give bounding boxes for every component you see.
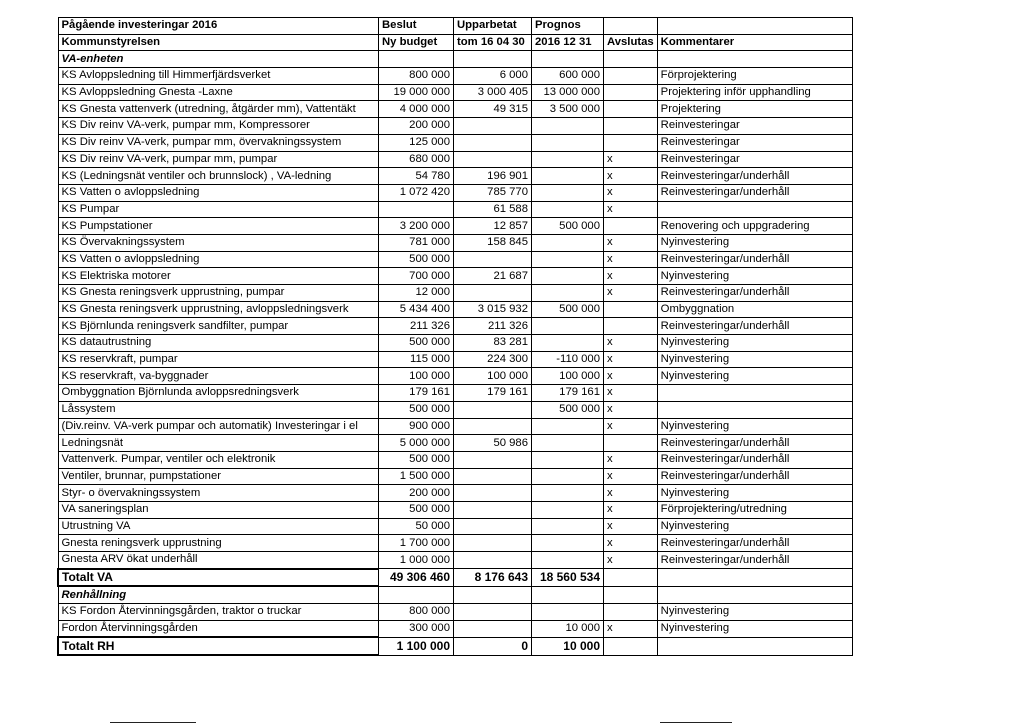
cell-prognos — [532, 451, 604, 468]
cell-name: KS Div reinv VA-verk, pumpar mm, övervakningssystem — [58, 134, 379, 151]
cell-name: Pågående investeringar 2016 — [58, 18, 379, 35]
footer-line — [660, 722, 732, 723]
cell-beslut: 200 000 — [379, 118, 454, 135]
cell-upparbetat: 100 000 — [454, 368, 532, 385]
cell-name: KS Div reinv VA-verk, pumpar mm, pumpar — [58, 151, 379, 168]
cell-beslut: 300 000 — [379, 620, 454, 637]
table-row — [58, 151, 852, 168]
cell-beslut: 500 000 — [379, 251, 454, 268]
cell-kommentar: Reinvesteringar/underhåll — [657, 435, 852, 452]
cell-beslut: 49 306 460 — [379, 569, 454, 587]
cell-avslutas: x — [604, 201, 658, 218]
cell-upparbetat — [454, 451, 532, 468]
cell-name: Gnesta ARV ökat underhåll — [58, 552, 379, 569]
cell-avslutas — [604, 51, 658, 68]
cell-prognos: 179 161 — [532, 385, 604, 402]
header-row2 — [58, 34, 852, 51]
cell-avslutas: x — [604, 468, 658, 485]
cell-upparbetat: 785 770 — [454, 184, 532, 201]
cell-name: KS reservkraft, pumpar — [58, 351, 379, 368]
total-row — [58, 569, 852, 587]
cell-name: KS reservkraft, va-byggnader — [58, 368, 379, 385]
cell-name: Totalt RH — [58, 637, 379, 655]
table-row — [58, 552, 852, 569]
cell-avslutas: x — [604, 268, 658, 285]
total-row — [58, 637, 852, 655]
cell-kommentar: Nyinvestering — [657, 335, 852, 352]
cell-beslut: 500 000 — [379, 501, 454, 518]
cell-kommentar — [657, 18, 852, 35]
cell-upparbetat: 179 161 — [454, 385, 532, 402]
cell-avslutas: x — [604, 335, 658, 352]
cell-upparbetat: 196 901 — [454, 168, 532, 185]
cell-beslut: 1 072 420 — [379, 184, 454, 201]
cell-avslutas: x — [604, 401, 658, 418]
cell-beslut — [379, 586, 454, 603]
table-row — [58, 218, 852, 235]
cell-kommentar: Ombyggnation — [657, 301, 852, 318]
cell-beslut: 5 000 000 — [379, 435, 454, 452]
investment-table-body — [58, 18, 852, 656]
table-row — [58, 84, 852, 101]
cell-name: KS Fordon Återvinningsgården, traktor o truckar — [58, 604, 379, 621]
table-row — [58, 285, 852, 302]
cell-upparbetat — [454, 285, 532, 302]
table-row — [58, 418, 852, 435]
cell-beslut: 700 000 — [379, 268, 454, 285]
cell-beslut: 800 000 — [379, 604, 454, 621]
table-row — [58, 268, 852, 285]
cell-kommentar: Reinvesteringar/underhåll — [657, 285, 852, 302]
cell-prognos: Prognos — [532, 18, 604, 35]
cell-name: KS Gnesta vattenverk (utredning, åtgärder mm), Vattentäkt — [58, 101, 379, 118]
cell-name: Renhållning — [58, 586, 379, 603]
cell-beslut: 900 000 — [379, 418, 454, 435]
cell-avslutas — [604, 68, 658, 85]
cell-beslut: 800 000 — [379, 68, 454, 85]
cell-upparbetat: 3 015 932 — [454, 301, 532, 318]
investment-table — [57, 17, 853, 656]
cell-prognos — [532, 134, 604, 151]
cell-name: KS Div reinv VA-verk, pumpar mm, Kompressorer — [58, 118, 379, 135]
cell-avslutas — [604, 604, 658, 621]
cell-name: (Div.reinv. VA-verk pumpar och automatik) Investeringar i el — [58, 418, 379, 435]
table-row — [58, 368, 852, 385]
cell-kommentar — [657, 385, 852, 402]
cell-upparbetat — [454, 501, 532, 518]
table-row — [58, 134, 852, 151]
cell-beslut: 211 326 — [379, 318, 454, 335]
table-row — [58, 301, 852, 318]
cell-beslut: Ny budget — [379, 34, 454, 51]
cell-prognos: 100 000 — [532, 368, 604, 385]
cell-prognos: 3 500 000 — [532, 101, 604, 118]
cell-name: KS (Ledningsnät ventiler och brunnslock) , VA-ledning — [58, 168, 379, 185]
cell-avslutas — [604, 84, 658, 101]
cell-avslutas: Avslutas — [604, 34, 658, 51]
table-row — [58, 201, 852, 218]
cell-prognos — [532, 501, 604, 518]
cell-beslut: 680 000 — [379, 151, 454, 168]
cell-kommentar: Reinvesteringar — [657, 118, 852, 135]
cell-name: KS Björnlunda reningsverk sandfilter, pumpar — [58, 318, 379, 335]
cell-name: Fordon Återvinningsgården — [58, 620, 379, 637]
cell-avslutas: x — [604, 285, 658, 302]
cell-kommentar: Reinvesteringar/underhåll — [657, 168, 852, 185]
cell-avslutas — [604, 569, 658, 587]
cell-name: KS Pumpstationer — [58, 218, 379, 235]
cell-kommentar: Nyinvestering — [657, 518, 852, 535]
table-row — [58, 251, 852, 268]
cell-kommentar: Reinvesteringar/underhåll — [657, 184, 852, 201]
cell-kommentar: Nyinvestering — [657, 368, 852, 385]
table-row — [58, 318, 852, 335]
cell-name: KS Övervakningssystem — [58, 234, 379, 251]
cell-beslut: 781 000 — [379, 234, 454, 251]
cell-kommentar: Nyinvestering — [657, 351, 852, 368]
cell-upparbetat — [454, 485, 532, 502]
cell-avslutas — [604, 18, 658, 35]
cell-kommentar: Kommentarer — [657, 34, 852, 51]
cell-beslut: 19 000 000 — [379, 84, 454, 101]
cell-prognos — [532, 268, 604, 285]
table-row — [58, 401, 852, 418]
cell-kommentar — [657, 637, 852, 655]
cell-kommentar: Nyinvestering — [657, 268, 852, 285]
cell-upparbetat — [454, 604, 532, 621]
cell-kommentar — [657, 51, 852, 68]
cell-beslut: 500 000 — [379, 335, 454, 352]
cell-prognos: 2016 12 31 — [532, 34, 604, 51]
cell-prognos — [532, 604, 604, 621]
footer-line — [110, 722, 196, 723]
cell-name: Vattenverk. Pumpar, ventiler och elektronik — [58, 451, 379, 468]
cell-kommentar: Nyinvestering — [657, 418, 852, 435]
header-row1 — [58, 18, 852, 35]
cell-avslutas: x — [604, 368, 658, 385]
cell-kommentar: Reinvesteringar — [657, 151, 852, 168]
cell-beslut: 500 000 — [379, 451, 454, 468]
section-title-row — [58, 51, 852, 68]
table-row — [58, 168, 852, 185]
cell-prognos — [532, 201, 604, 218]
cell-beslut: 54 780 — [379, 168, 454, 185]
cell-beslut: 5 434 400 — [379, 301, 454, 318]
cell-beslut: 12 000 — [379, 285, 454, 302]
table-row — [58, 485, 852, 502]
cell-upparbetat — [454, 151, 532, 168]
table-row — [58, 501, 852, 518]
cell-upparbetat: 8 176 643 — [454, 569, 532, 587]
cell-prognos — [532, 435, 604, 452]
cell-prognos: 500 000 — [532, 218, 604, 235]
cell-name: KS Avloppsledning Gnesta -Laxne — [58, 84, 379, 101]
cell-name: Ledningsnät — [58, 435, 379, 452]
cell-prognos — [532, 335, 604, 352]
cell-upparbetat: 49 315 — [454, 101, 532, 118]
cell-kommentar — [657, 201, 852, 218]
cell-avslutas: x — [604, 485, 658, 502]
cell-prognos — [532, 586, 604, 603]
cell-upparbetat: 158 845 — [454, 234, 532, 251]
cell-upparbetat: 61 588 — [454, 201, 532, 218]
cell-prognos — [532, 418, 604, 435]
cell-beslut: Beslut — [379, 18, 454, 35]
cell-kommentar: Reinvesteringar/underhåll — [657, 535, 852, 552]
cell-beslut: 1 500 000 — [379, 468, 454, 485]
cell-kommentar: Reinvesteringar/underhåll — [657, 468, 852, 485]
cell-upparbetat: 0 — [454, 637, 532, 655]
cell-upparbetat — [454, 51, 532, 68]
cell-avslutas: x — [604, 501, 658, 518]
cell-prognos — [532, 535, 604, 552]
cell-avslutas: x — [604, 552, 658, 569]
cell-prognos — [532, 552, 604, 569]
cell-prognos: 500 000 — [532, 301, 604, 318]
cell-avslutas: x — [604, 234, 658, 251]
cell-kommentar: Nyinvestering — [657, 620, 852, 637]
cell-kommentar: Projektering — [657, 101, 852, 118]
cell-prognos — [532, 468, 604, 485]
cell-upparbetat: tom 16 04 30 — [454, 34, 532, 51]
cell-avslutas — [604, 118, 658, 135]
cell-upparbetat — [454, 535, 532, 552]
cell-upparbetat — [454, 620, 532, 637]
cell-upparbetat: 3 000 405 — [454, 84, 532, 101]
cell-prognos: 600 000 — [532, 68, 604, 85]
table-row — [58, 451, 852, 468]
cell-beslut: 1 700 000 — [379, 535, 454, 552]
table-row — [58, 184, 852, 201]
cell-upparbetat: 12 857 — [454, 218, 532, 235]
cell-avslutas — [604, 134, 658, 151]
cell-kommentar — [657, 569, 852, 587]
cell-avslutas — [604, 435, 658, 452]
cell-name: KS datautrustning — [58, 335, 379, 352]
table-row — [58, 234, 852, 251]
cell-name: KS Elektriska motorer — [58, 268, 379, 285]
cell-beslut: 125 000 — [379, 134, 454, 151]
cell-kommentar: Förprojektering/utredning — [657, 501, 852, 518]
cell-kommentar: Renovering och uppgradering — [657, 218, 852, 235]
cell-prognos: 500 000 — [532, 401, 604, 418]
cell-beslut: 500 000 — [379, 401, 454, 418]
cell-name: Gnesta reningsverk upprustning — [58, 535, 379, 552]
cell-prognos — [532, 151, 604, 168]
cell-kommentar: Reinvesteringar/underhåll — [657, 451, 852, 468]
cell-avslutas — [604, 101, 658, 118]
cell-avslutas: x — [604, 535, 658, 552]
table-row — [58, 518, 852, 535]
cell-kommentar: Nyinvestering — [657, 485, 852, 502]
cell-kommentar: Reinvesteringar/underhåll — [657, 251, 852, 268]
cell-upparbetat: 50 986 — [454, 435, 532, 452]
cell-name: VA-enheten — [58, 51, 379, 68]
cell-beslut — [379, 51, 454, 68]
cell-avslutas — [604, 318, 658, 335]
cell-avslutas — [604, 218, 658, 235]
cell-upparbetat: 83 281 — [454, 335, 532, 352]
cell-prognos — [532, 184, 604, 201]
cell-avslutas: x — [604, 251, 658, 268]
cell-kommentar: Förprojektering — [657, 68, 852, 85]
table-row — [58, 535, 852, 552]
table-row — [58, 435, 852, 452]
cell-name: KS Vatten o avloppsledning — [58, 251, 379, 268]
cell-name: Styr- o övervakningssystem — [58, 485, 379, 502]
cell-prognos: 10 000 — [532, 620, 604, 637]
cell-upparbetat: Upparbetat — [454, 18, 532, 35]
cell-kommentar: Nyinvestering — [657, 604, 852, 621]
cell-avslutas: x — [604, 351, 658, 368]
cell-kommentar: Reinvesteringar/underhåll — [657, 318, 852, 335]
cell-name: KS Avloppsledning till Himmerfjärdsverket — [58, 68, 379, 85]
cell-beslut: 179 161 — [379, 385, 454, 402]
cell-prognos — [532, 234, 604, 251]
cell-prognos — [532, 51, 604, 68]
table-row — [58, 385, 852, 402]
cell-upparbetat — [454, 401, 532, 418]
table-row — [58, 468, 852, 485]
cell-beslut: 50 000 — [379, 518, 454, 535]
cell-kommentar: Reinvesteringar/underhåll — [657, 552, 852, 569]
cell-prognos: -110 000 — [532, 351, 604, 368]
table-row — [58, 335, 852, 352]
cell-kommentar — [657, 401, 852, 418]
section-title-row — [58, 586, 852, 603]
cell-avslutas — [604, 586, 658, 603]
cell-kommentar: Reinvesteringar — [657, 134, 852, 151]
cell-prognos — [532, 485, 604, 502]
cell-prognos — [532, 518, 604, 535]
cell-beslut: 200 000 — [379, 485, 454, 502]
cell-avslutas: x — [604, 451, 658, 468]
cell-avslutas: x — [604, 151, 658, 168]
cell-name: Låssystem — [58, 401, 379, 418]
cell-avslutas: x — [604, 385, 658, 402]
cell-upparbetat: 21 687 — [454, 268, 532, 285]
cell-beslut: 4 000 000 — [379, 101, 454, 118]
table-row — [58, 118, 852, 135]
table-row — [58, 604, 852, 621]
cell-upparbetat — [454, 586, 532, 603]
cell-name: Ombyggnation Björnlunda avloppsredningsverk — [58, 385, 379, 402]
cell-prognos — [532, 118, 604, 135]
cell-name: Ventiler, brunnar, pumpstationer — [58, 468, 379, 485]
cell-upparbetat: 6 000 — [454, 68, 532, 85]
cell-name: Kommunstyrelsen — [58, 34, 379, 51]
cell-prognos — [532, 168, 604, 185]
cell-upparbetat — [454, 118, 532, 135]
cell-name: Totalt VA — [58, 569, 379, 587]
cell-kommentar: Nyinvestering — [657, 234, 852, 251]
cell-prognos — [532, 251, 604, 268]
cell-prognos: 18 560 534 — [532, 569, 604, 587]
cell-avslutas — [604, 301, 658, 318]
cell-upparbetat: 211 326 — [454, 318, 532, 335]
cell-beslut: 100 000 — [379, 368, 454, 385]
cell-upparbetat — [454, 518, 532, 535]
cell-prognos: 13 000 000 — [532, 84, 604, 101]
table-row — [58, 68, 852, 85]
cell-upparbetat — [454, 418, 532, 435]
cell-beslut: 115 000 — [379, 351, 454, 368]
cell-prognos — [532, 285, 604, 302]
cell-name: VA saneringsplan — [58, 501, 379, 518]
table-row — [58, 351, 852, 368]
cell-name: KS Vatten o avloppsledning — [58, 184, 379, 201]
cell-name: KS Pumpar — [58, 201, 379, 218]
cell-prognos — [532, 318, 604, 335]
cell-avslutas: x — [604, 620, 658, 637]
cell-beslut — [379, 201, 454, 218]
cell-beslut: 1 100 000 — [379, 637, 454, 655]
cell-beslut: 1 000 000 — [379, 552, 454, 569]
cell-kommentar: Projektering inför upphandling — [657, 84, 852, 101]
cell-avslutas: x — [604, 418, 658, 435]
cell-upparbetat: 224 300 — [454, 351, 532, 368]
cell-avslutas: x — [604, 518, 658, 535]
cell-avslutas: x — [604, 168, 658, 185]
cell-name: KS Gnesta reningsverk upprustning, avloppsledningsverk — [58, 301, 379, 318]
cell-name: Utrustning VA — [58, 518, 379, 535]
cell-avslutas: x — [604, 184, 658, 201]
cell-upparbetat — [454, 552, 532, 569]
cell-name: KS Gnesta reningsverk upprustning, pumpar — [58, 285, 379, 302]
cell-beslut: 3 200 000 — [379, 218, 454, 235]
cell-upparbetat — [454, 251, 532, 268]
table-row — [58, 101, 852, 118]
cell-avslutas — [604, 637, 658, 655]
cell-kommentar — [657, 586, 852, 603]
cell-prognos: 10 000 — [532, 637, 604, 655]
cell-upparbetat — [454, 468, 532, 485]
cell-upparbetat — [454, 134, 532, 151]
table-row — [58, 620, 852, 637]
